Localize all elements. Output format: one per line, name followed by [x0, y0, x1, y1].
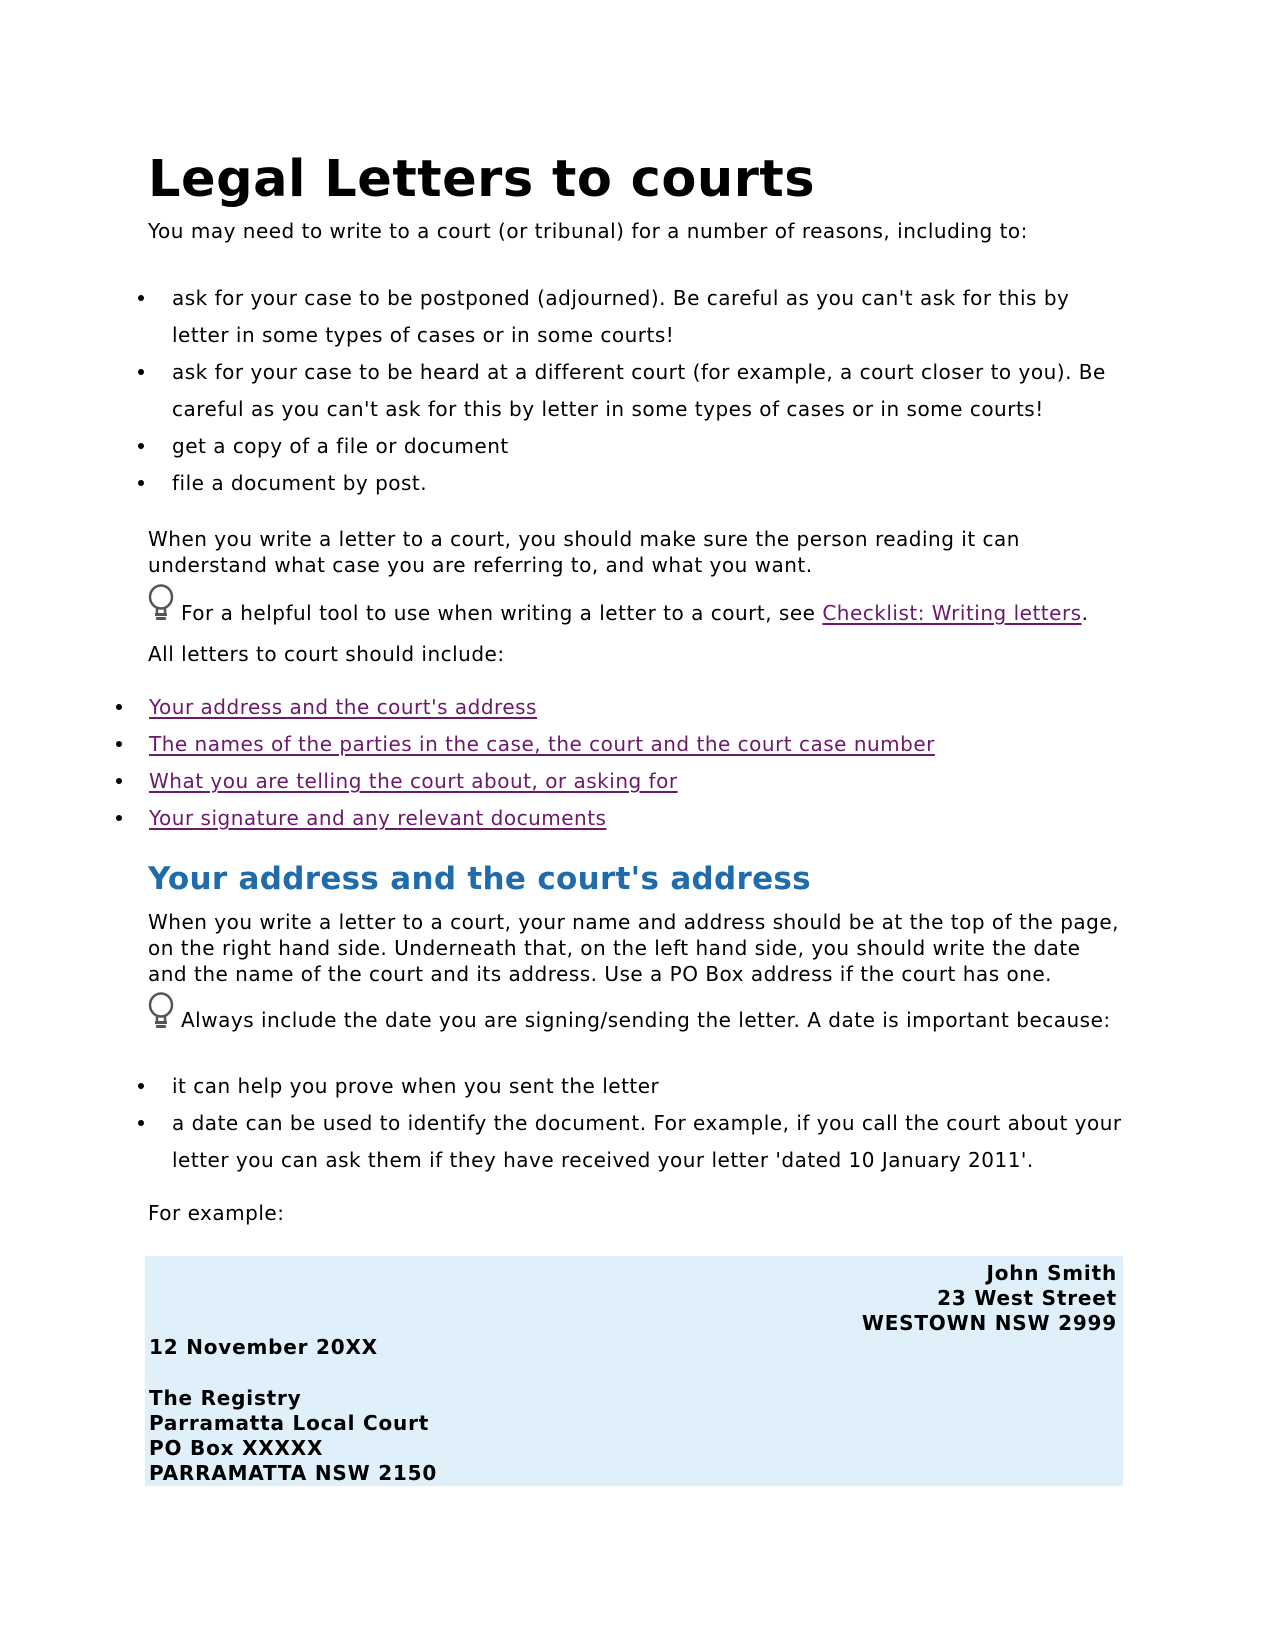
link-telling-court[interactable]: What you are telling the court about, or asking for — [149, 769, 678, 793]
link-signature[interactable]: Your signature and any relevant documents — [149, 806, 607, 830]
link-parties[interactable]: The names of the parties in the case, the court and the court case number — [149, 732, 935, 756]
page-title: Legal Letters to courts — [148, 150, 816, 209]
include-intro: All letters to court should include: — [148, 642, 505, 666]
recipient-line: PARRAMATTA NSW 2150 — [149, 1461, 438, 1485]
list-item — [149, 689, 1109, 726]
list-item: a date can be used to identify the document. For example, if you call the court about your letter you can ask them if they have received your letter 'dated 10 January 2011'. — [172, 1105, 1132, 1179]
list-item — [149, 800, 1109, 837]
lightbulb-icon — [146, 584, 176, 622]
sender-name: John Smith — [986, 1261, 1117, 1285]
understand-paragraph: When you write a letter to a court, you should make sure the person reading it can understand what case you are referring to, and what you want. — [148, 527, 1020, 577]
list-item: ask for your case to be postponed (adjourned). Be careful as you can't ask for this by letter in some types of cases or in some courts! — [172, 280, 1132, 354]
section-heading: Your address and the court's address — [148, 861, 811, 897]
bullet — [138, 1083, 144, 1089]
bullet — [138, 1120, 144, 1126]
link-address[interactable]: Your address and the court's address — [149, 695, 537, 719]
date-reasons-list — [172, 1068, 1132, 1179]
date-tip-paragraph: Always include the date you are signing/sending the letter. A date is important because: — [181, 1008, 1111, 1032]
example-letter-box — [145, 1256, 1123, 1486]
recipient-line: PO Box XXXXX — [149, 1436, 324, 1460]
list-item — [149, 726, 1109, 763]
recipient-line: The Registry — [149, 1386, 302, 1410]
sender-town: WESTOWN NSW 2999 — [861, 1311, 1117, 1335]
list-item — [149, 763, 1109, 800]
list-item: it can help you prove when you sent the letter — [172, 1068, 1132, 1105]
bullet — [138, 295, 144, 301]
list-item: get a copy of a file or document — [172, 428, 1132, 465]
bullet — [116, 778, 122, 784]
bullet — [138, 480, 144, 486]
recipient-line: Parramatta Local Court — [149, 1411, 430, 1435]
checklist-writing-letters-link[interactable]: Checklist: Writing letters — [822, 601, 1082, 625]
address-paragraph: When you write a letter to a court, your name and address should be at the top of the page, on the right hand side. Underneath that, on the left hand side, you should write the date and the name of the court and its address. Use a PO Box address if the court has one. — [148, 910, 1119, 986]
sender-street: 23 West Street — [937, 1286, 1117, 1310]
intro-paragraph: You may need to write to a court (or tribunal) for a number of reasons, including to: — [148, 219, 1028, 243]
lightbulb-icon — [146, 992, 176, 1030]
bullet — [116, 815, 122, 821]
bullet — [138, 443, 144, 449]
example-label: For example: — [148, 1201, 285, 1225]
bullet — [116, 704, 122, 710]
tip-paragraph: For a helpful tool to use when writing a letter to a court, see Checklist: Writing letters. — [181, 601, 1089, 625]
bullet — [138, 369, 144, 375]
contents-links-list — [149, 689, 1109, 837]
list-item: file a document by post. — [172, 465, 1132, 502]
letter-date: 12 November 20XX — [149, 1335, 378, 1359]
bullet — [116, 741, 122, 747]
list-item: ask for your case to be heard at a different court (for example, a court closer to you). Be careful as you can't ask for this by letter in some types of cases or in some courts! — [172, 354, 1132, 428]
reasons-list — [172, 280, 1132, 502]
